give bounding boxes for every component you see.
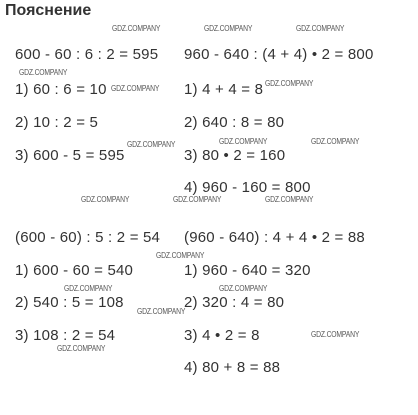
watermark: GDZ.COMPANY <box>19 68 68 77</box>
watermark: GDZ.COMPANY <box>219 284 268 293</box>
block2-right-step-4: 4) 80 + 8 = 88 <box>184 359 281 376</box>
page-title: Пояснение <box>5 2 92 19</box>
block1-right-step-2: 2) 640 : 8 = 80 <box>184 114 285 131</box>
watermark: GDZ.COMPANY <box>112 24 161 33</box>
watermark: GDZ.COMPANY <box>204 24 253 33</box>
block1-left-step-2: 2) 10 : 2 = 5 <box>15 114 99 131</box>
block2-left-step-1: 1) 600 - 60 = 540 <box>15 262 134 279</box>
watermark: GDZ.COMPANY <box>64 284 113 293</box>
watermark: GDZ.COMPANY <box>81 195 130 204</box>
watermark: GDZ.COMPANY <box>311 137 360 146</box>
block2-right-step-1: 1) 960 - 640 = 320 <box>184 262 311 279</box>
watermark: GDZ.COMPANY <box>311 330 360 339</box>
watermark: GDZ.COMPANY <box>137 307 186 316</box>
block2-left-step-2: 2) 540 : 5 = 108 <box>15 294 124 311</box>
block2-left-step-3: 3) 108 : 2 = 54 <box>15 327 116 344</box>
block1-right-step-4: 4) 960 - 160 = 800 <box>184 179 311 196</box>
block1-left-step-1: 1) 60 : 6 = 10 <box>15 81 107 98</box>
block2-right-expression: (960 - 640) : 4 + 4 • 2 = 88 <box>184 229 365 246</box>
watermark: GDZ.COMPANY <box>156 251 205 260</box>
block2-left-expression: (600 - 60) : 5 : 2 = 54 <box>15 229 161 246</box>
watermark: GDZ.COMPANY <box>127 140 176 149</box>
block1-right-step-1: 1) 4 + 4 = 8 <box>184 81 264 98</box>
block1-left-step-3: 3) 600 - 5 = 595 <box>15 147 125 164</box>
block2-right-step-3: 3) 4 • 2 = 8 <box>184 327 260 344</box>
watermark: GDZ.COMPANY <box>57 344 106 353</box>
watermark: GDZ.COMPANY <box>219 137 268 146</box>
watermark: GDZ.COMPANY <box>296 24 345 33</box>
block1-right-step-3: 3) 80 • 2 = 160 <box>184 147 286 164</box>
watermark: GDZ.COMPANY <box>265 195 314 204</box>
block2-right-step-2: 2) 320 : 4 = 80 <box>184 294 285 311</box>
block1-left-expression: 600 - 60 : 6 : 2 = 595 <box>15 46 159 63</box>
watermark: GDZ.COMPANY <box>265 79 314 88</box>
block1-right-expression: 960 - 640 : (4 + 4) • 2 = 800 <box>184 46 374 63</box>
watermark: GDZ.COMPANY <box>111 84 160 93</box>
watermark: GDZ.COMPANY <box>173 195 222 204</box>
